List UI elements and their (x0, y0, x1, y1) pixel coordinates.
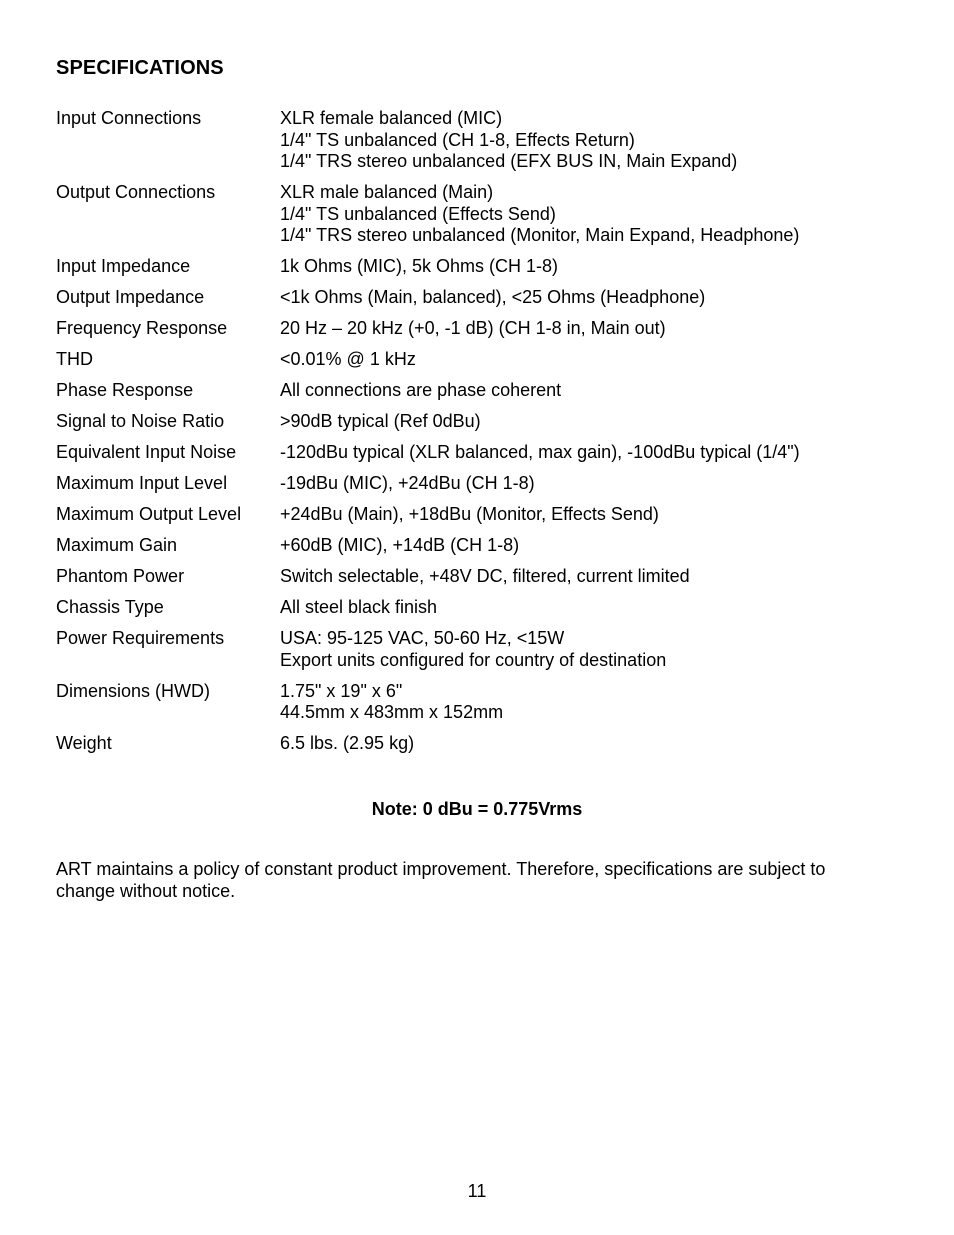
spec-values (280, 182, 916, 247)
spec-value: <1k Ohms (Main, balanced), <25 Ohms (Headphone) (280, 287, 706, 308)
spec-values (280, 535, 916, 557)
spec-value: -19dBu (MIC), +24dBu (CH 1-8) (280, 473, 535, 494)
spec-value: XLR male balanced (Main) (280, 182, 494, 203)
spec-values (280, 733, 916, 755)
spec-row (56, 504, 916, 526)
disclaimer: ART maintains a policy of constant product improvement. Therefore, specifications are subject to change without notice. (56, 859, 826, 901)
spec-value: 1/4" TRS stereo unbalanced (Monitor, Main Expand, Headphone) (280, 225, 800, 246)
spec-value: >90dB typical (Ref 0dBu) (280, 411, 481, 432)
spec-label: Frequency Response (56, 318, 228, 339)
spec-row (56, 566, 916, 588)
spec-label: Input Connections (56, 108, 202, 128)
spec-value: -120dBu typical (XLR balanced, max gain), -100dBu typical (1/4") (280, 442, 800, 463)
spec-label: Equivalent Input Noise (56, 442, 237, 463)
spec-values (280, 473, 916, 495)
spec-label: Output Impedance (56, 287, 205, 308)
spec-label: Signal to Noise Ratio (56, 411, 225, 432)
spec-label: Maximum Gain (56, 535, 178, 556)
spec-value: XLR female balanced (MIC) (280, 108, 503, 128)
spec-label: Phase Response (56, 380, 194, 401)
spec-value: 1/4" TS unbalanced (CH 1-8, Effects Return) (280, 129, 635, 150)
spec-value: 20 Hz – 20 kHz (+0, -1 dB) (CH 1-8 in, Main out) (280, 318, 666, 339)
spec-row (56, 473, 916, 495)
spec-value: All steel black finish (280, 597, 438, 618)
spec-values (280, 566, 916, 588)
spec-value: 1.75" x 19" x 6" (280, 680, 403, 701)
spec-label: Output Connections (56, 182, 216, 203)
spec-value: <0.01% @ 1 kHz (280, 349, 416, 370)
spec-values (280, 256, 916, 278)
spec-row (56, 681, 916, 724)
spec-value: 1/4" TRS stereo unbalanced (EFX BUS IN, Main Expand) (280, 151, 738, 172)
spec-values (280, 411, 916, 433)
spec-value: All connections are phase coherent (280, 380, 562, 401)
spec-row (56, 535, 916, 557)
spec-label: Input Impedance (56, 256, 191, 277)
spec-values (280, 380, 916, 402)
spec-label: Phantom Power (56, 566, 185, 587)
spec-row (56, 318, 916, 340)
spec-label: Chassis Type (56, 597, 164, 618)
spec-row (56, 380, 916, 402)
spec-row (56, 349, 916, 371)
spec-label: Power Requirements (56, 628, 225, 649)
spec-values (280, 442, 916, 464)
spec-label: Dimensions (HWD) (56, 680, 211, 701)
spec-value: +24dBu (Main), +18dBu (Monitor, Effects Send) (280, 504, 659, 525)
note: Note: 0 dBu = 0.775Vrms (371, 799, 583, 819)
spec-value: 1/4" TS unbalanced (Effects Send) (280, 203, 556, 224)
spec-label: Maximum Input Level (56, 473, 228, 494)
spec-values (280, 504, 916, 526)
spec-row (56, 256, 916, 278)
spec-row (56, 442, 916, 464)
spec-value: USA: 95-125 VAC, 50-60 Hz, <15W (280, 628, 565, 649)
spec-value: 1k Ohms (MIC), 5k Ohms (CH 1-8) (280, 256, 559, 277)
spec-values (280, 628, 916, 671)
page-title: SPECIFICATIONS (56, 57, 224, 79)
spec-values (280, 597, 916, 619)
spec-value: Export units configured for country of destination (280, 649, 667, 670)
spec-value: 44.5mm x 483mm x 152mm (280, 702, 504, 723)
spec-row (56, 108, 916, 173)
spec-value: +60dB (MIC), +14dB (CH 1-8) (280, 535, 520, 556)
spec-values (280, 108, 916, 173)
spec-value: Switch selectable, +48V DC, filtered, current limited (280, 566, 690, 587)
spec-label: Maximum Output Level (56, 504, 242, 525)
spec-row (56, 628, 916, 671)
page-number: 11 (467, 1181, 487, 1201)
spec-row (56, 182, 916, 247)
spec-row (56, 411, 916, 433)
spec-values (280, 681, 916, 724)
spec-values (280, 318, 916, 340)
spec-values (280, 349, 916, 371)
spec-label: Weight (56, 733, 112, 754)
spec-value: 6.5 lbs. (2.95 kg) (280, 733, 415, 754)
spec-row (56, 733, 916, 755)
spec-row (56, 597, 916, 619)
spec-values (280, 287, 916, 309)
spec-row (56, 287, 916, 309)
spec-table (56, 108, 916, 764)
spec-label: THD (56, 349, 93, 370)
